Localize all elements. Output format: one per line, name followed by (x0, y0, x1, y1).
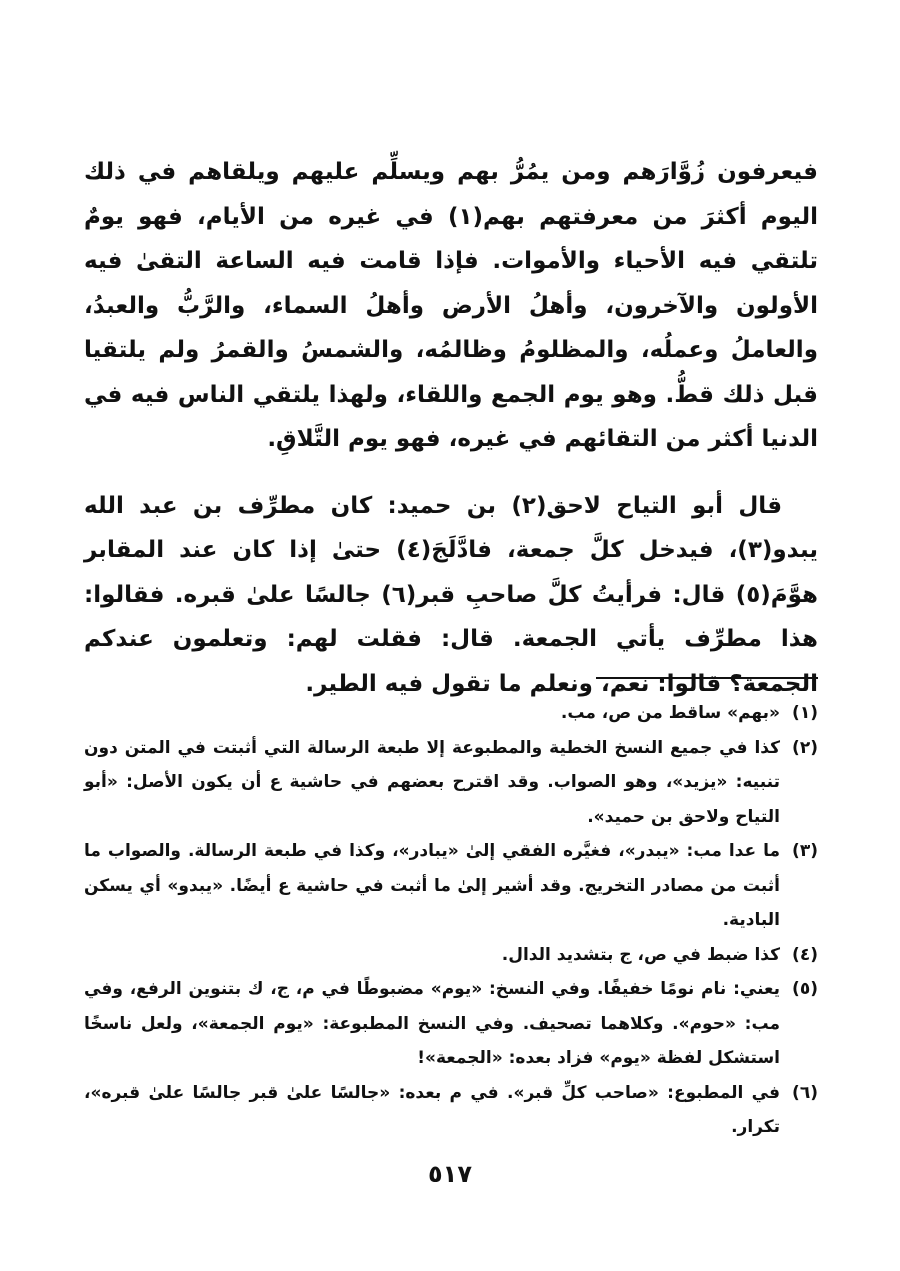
footnote-3 (84, 834, 818, 938)
footnotes (84, 696, 818, 1145)
main-text (84, 150, 818, 706)
footnote-text: كذا ضبط في ص، ج بتشديد الدال. (501, 944, 780, 965)
footnote-6 (84, 1076, 818, 1145)
footnote-text: ما عدا مب: «يبدر»، فغيَّره الفقي إلىٰ «يبادر»، وكذا في طبعة الرسالة. والصواب ما أثبت من مصادر التخريج. وقد أشير إلىٰ ما أثبت في حاشية ع أيضًا. «يبدو» أي يسكن البادية. (84, 841, 780, 930)
footnote-number: (٥) (792, 979, 818, 999)
footnote-separator (596, 677, 818, 679)
footnote-number: (٤) (792, 944, 818, 965)
page-number: ٥١٧ (428, 1160, 472, 1188)
footnote-text: كذا في جميع النسخ الخطية والمطبوعة إلا طبعة الرسالة التي أثبتت في المتن دون تنبيه: «يزيد»، وهو الصواب. وقد اقترح بعضهم في حاشية ع أن يكون الأصل: «أبو التياح ولاحق بن حميد». (84, 737, 780, 827)
footnote-text: يعني: نام نومًا خفيفًا. وفي النسخ: «يوم» مضبوطًا في م، ج، ك بتنوين الرفع، وفي مب: «حوم». وكلاهما تصحيف. وفي النسخ المطبوعة: «يوم الجمعة»، ولعل ناسخًا استشكل لفظة «يوم» فزاد بعده: «الجمعة»! (84, 979, 780, 1068)
main-paragraph: قال أبو التياح لاحق(٢) بن حميد: كان مطرِّف بن عبد الله يبدو(٣)، فيدخل كلَّ جمعة، فادَّلَجَ(٤) حتىٰ إذا كان عند المقابر هوَّمَ(٥) قال: فرأيتُ كلَّ صاحبِ قبر(٦) جالسًا علىٰ قبره. فقالوا: هذا مطرِّف يأتي الجمعة. قال: فقلت لهم: وتعلمون عندكم الجمعة؟ قالوا: نعم، ونعلم ما تقول فيه الطير. (84, 492, 819, 697)
footnote-text: في المطبوع: «صاحب كلِّ قبر». في م بعده: «جالسًا علىٰ قبر جالسًا علىٰ قبره»، تكرار. (84, 1082, 780, 1137)
footnote-5 (84, 972, 818, 1076)
footnote-number: (١) (792, 703, 818, 723)
footnote-4 (84, 938, 818, 973)
footnote-number: (٣) (792, 841, 818, 861)
footnote-2 (84, 731, 818, 835)
footnote-text: «بهم» ساقط من ص، مب. (560, 703, 780, 723)
main-paragraph: فيعرفون زُوَّارَهم ومن يمُرُّ بهم ويسلِّم عليهم ويلقاهم في ذلك اليوم أكثرَ من معرفتهم بهم(١) في غيره من الأيام، فهو يومٌ تلتقي فيه الأحياء والأموات. فإذا قامت فيه الساعة التقىٰ فيه الأولون والآخرون، وأهلُ الأرض وأهلُ السماء، والرَّبُّ والعبدُ، والعاملُ وعملُه، والمظلومُ وظالمُه، والشمسُ والقمرُ ولم يلتقيا قبل ذلك قطُّ. وهو يوم الجمع واللقاء، ولهذا يلتقي الناس فيه في الدنيا أكثر من التقائهم في غيره، فهو يوم التَّلاقِ. (84, 159, 818, 452)
footnote-number: (٦) (792, 1082, 818, 1103)
footnote-1 (84, 696, 818, 731)
footnote-number: (٢) (792, 737, 818, 758)
